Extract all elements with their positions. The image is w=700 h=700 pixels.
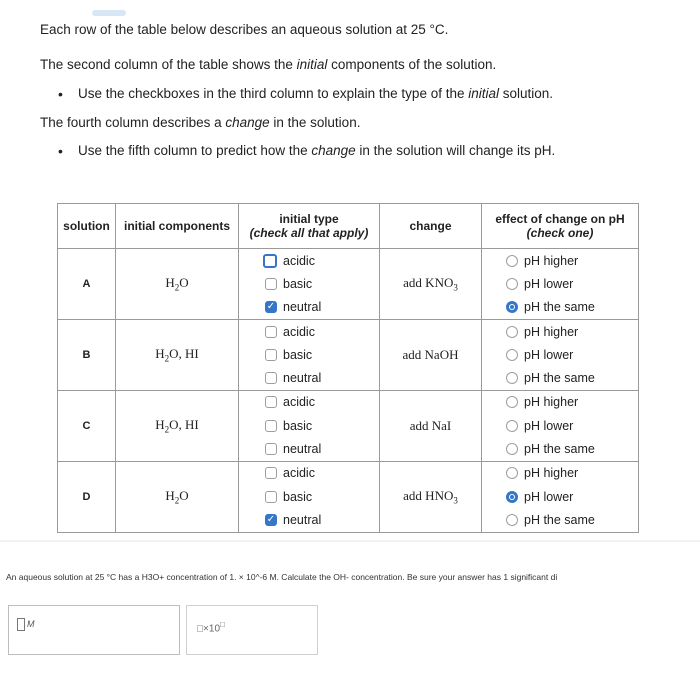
checkbox-label: acidic: [283, 253, 315, 268]
initial-components: [116, 461, 239, 532]
checkbox-label: neutral: [283, 442, 322, 457]
initial-components: [116, 249, 239, 320]
header-effect: effect of change on pH (check one): [482, 204, 639, 249]
intro-bullet-1: • Use the checkboxes in the third column to explain the type of the initial solution.: [78, 86, 553, 101]
type-option-acidic[interactable]: [239, 320, 379, 343]
type-option-basic[interactable]: [239, 272, 379, 295]
change-text: add $KNO_3$: [403, 275, 458, 293]
change-cell: [380, 390, 482, 461]
checkbox-label: basic: [283, 276, 313, 291]
intro-bullet-2: • Use the fifth column to predict how the change in the solution will change its pH.: [78, 143, 555, 158]
table-row: [58, 319, 639, 390]
checkbox-label: acidic: [283, 466, 315, 481]
type-option-neutral[interactable]: [239, 437, 379, 460]
solution-label: A: [58, 249, 116, 320]
type-option-acidic[interactable]: [239, 249, 379, 272]
effect-option-pH-lower[interactable]: [482, 343, 638, 366]
table-row: [58, 461, 639, 532]
effect-option-pH-lower[interactable]: [482, 485, 638, 508]
type-option-basic[interactable]: [239, 485, 379, 508]
radio-label: pH higher: [524, 395, 579, 410]
effect-option-pH-the-same[interactable]: [482, 437, 638, 460]
radio-label: pH the same: [524, 442, 595, 457]
type-option-acidic[interactable]: [239, 462, 379, 485]
radio-button[interactable]: [506, 491, 518, 503]
checkbox-basic[interactable]: [265, 420, 277, 432]
solutions-table: [57, 203, 639, 533]
effect-option-pH-higher[interactable]: [482, 462, 638, 485]
radio-button[interactable]: [506, 301, 518, 313]
change-text: add NaI: [409, 417, 452, 433]
checkbox-acidic[interactable]: [265, 396, 277, 408]
checkbox-acidic[interactable]: [263, 254, 277, 268]
radio-button[interactable]: [506, 326, 518, 338]
divider: [0, 540, 700, 542]
radio-label: pH the same: [524, 300, 595, 315]
effect-option-pH-higher[interactable]: [482, 391, 638, 414]
radio-label: pH higher: [524, 253, 579, 268]
checkbox-neutral[interactable]: ✓: [266, 301, 276, 313]
checkbox-neutral[interactable]: [265, 443, 277, 455]
header-solution: solution: [58, 204, 116, 249]
table-row: [58, 249, 639, 320]
effect-option-pH-higher[interactable]: [482, 249, 638, 272]
checkbox-basic[interactable]: [265, 349, 277, 361]
radio-button[interactable]: [506, 514, 518, 526]
checkbox-acidic[interactable]: [265, 467, 277, 479]
initial-components: [116, 390, 239, 461]
initial-components-text: $H_2O$, HI: [155, 416, 199, 435]
initial-type-options: [239, 249, 380, 320]
checkbox-label: neutral: [283, 512, 322, 527]
change-text: add $HNO_3$: [403, 487, 458, 506]
scientific-notation-button[interactable]: □×10□: [197, 620, 225, 635]
intro-line-1: Each row of the table below describes an aqueous solution at 25 °C.: [40, 22, 449, 37]
checkbox-neutral[interactable]: [265, 372, 277, 384]
initial-components-text: $H_2O$, HI: [155, 346, 199, 364]
effect-options: [482, 249, 639, 320]
change-cell: [380, 249, 482, 320]
type-option-basic[interactable]: [239, 414, 379, 437]
radio-button[interactable]: [506, 396, 518, 408]
effect-option-pH-the-same[interactable]: [482, 296, 638, 319]
checkbox-label: basic: [283, 418, 313, 433]
change-cell: [380, 319, 482, 390]
top-accent-bar: [92, 10, 126, 16]
checkbox-label: basic: [283, 347, 313, 362]
radio-button[interactable]: [506, 278, 518, 290]
type-option-basic[interactable]: [239, 343, 379, 366]
radio-label: pH higher: [524, 324, 579, 339]
effect-option-pH-lower[interactable]: [482, 414, 638, 437]
initial-type-options: [239, 319, 380, 390]
radio-button[interactable]: [506, 349, 518, 361]
checkbox-acidic[interactable]: [265, 326, 277, 338]
checkbox-basic[interactable]: [265, 491, 277, 503]
checkbox-label: basic: [283, 489, 313, 504]
answer-slot[interactable]: [17, 618, 25, 631]
checkbox-basic[interactable]: [265, 278, 277, 290]
checkbox-label: acidic: [283, 395, 315, 410]
initial-components-text: $H_2O$: [165, 487, 189, 506]
math-toolbox: [186, 605, 318, 655]
effect-option-pH-the-same[interactable]: [482, 366, 638, 389]
radio-button[interactable]: [506, 420, 518, 432]
radio-label: pH lower: [524, 489, 574, 504]
answer-input[interactable]: [17, 616, 37, 632]
type-option-neutral[interactable]: [239, 296, 379, 319]
radio-label: pH higher: [524, 466, 579, 481]
radio-label: pH the same: [524, 512, 595, 527]
header-initial-components: initial components: [116, 204, 239, 249]
question-text: An aqueous solution at 25 °C has a H3O+ concentration of 1. × 10^-6 M. Calculate the OH- concentration. Be sure your answer has 1 significant di: [6, 572, 558, 582]
effect-option-pH-lower[interactable]: [482, 272, 638, 295]
solution-label: D: [58, 461, 116, 532]
answer-field-container: [8, 605, 180, 655]
radio-label: pH lower: [524, 418, 574, 433]
radio-button[interactable]: [506, 372, 518, 384]
table-row: [58, 390, 639, 461]
radio-button[interactable]: [506, 467, 518, 479]
radio-button[interactable]: [506, 255, 518, 267]
radio-label: pH lower: [524, 276, 574, 291]
radio-button[interactable]: [506, 443, 518, 455]
checkbox-label: acidic: [283, 324, 315, 339]
initial-components: [116, 319, 239, 390]
radio-label: pH lower: [524, 347, 574, 362]
change-cell: [380, 461, 482, 532]
solution-label: C: [58, 390, 116, 461]
effect-options: [482, 461, 639, 532]
checkbox-neutral[interactable]: ✓: [266, 513, 276, 525]
intro-line-3: The fourth column describes a change in the solution.: [40, 115, 361, 130]
radio-label: pH the same: [524, 371, 595, 386]
type-option-neutral[interactable]: [239, 366, 379, 389]
type-option-acidic[interactable]: [239, 391, 379, 414]
header-change: change: [380, 204, 482, 249]
effect-option-pH-higher[interactable]: [482, 320, 638, 343]
checkbox-label: neutral: [283, 371, 322, 386]
header-initial-type: initial type (check all that apply): [239, 204, 380, 249]
effect-option-pH-the-same[interactable]: [482, 508, 638, 531]
unit-label: M: [27, 619, 35, 629]
effect-options: [482, 390, 639, 461]
intro-line-2: The second column of the table shows the initial components of the solution.: [40, 57, 497, 72]
initial-components-text: $H_2O$: [165, 275, 189, 293]
initial-type-options: [239, 390, 380, 461]
type-option-neutral[interactable]: [239, 508, 379, 531]
change-text: add NaOH: [402, 346, 459, 362]
checkbox-label: neutral: [283, 300, 322, 315]
initial-type-options: [239, 461, 380, 532]
solution-label: B: [58, 319, 116, 390]
effect-options: [482, 319, 639, 390]
